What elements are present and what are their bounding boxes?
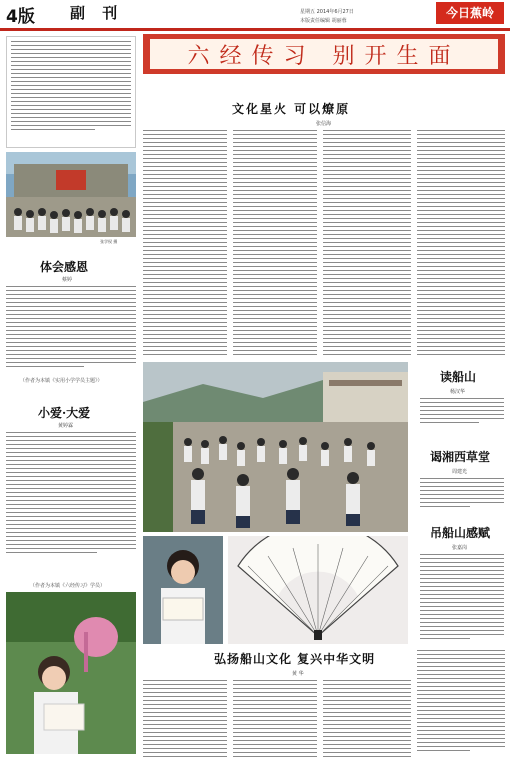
main-article-col-2 [233, 130, 317, 355]
page-number: 4版 [6, 7, 35, 27]
paper-logo: 今日蕉岭 [436, 2, 504, 24]
girl-reading-photo [6, 592, 136, 754]
article-title-gratitude: 体会感恩 [40, 260, 89, 274]
child-reading-photo [143, 536, 223, 644]
article-author-love: 黄婷霖 [58, 423, 74, 429]
article-body-gratitude [6, 286, 136, 367]
section-title: 副 刊 [70, 4, 124, 22]
calligraphy-fan-photo [228, 536, 408, 644]
courtyard-photo [143, 362, 408, 532]
bottom-article-col-1 [143, 680, 227, 757]
feature-banner [143, 34, 505, 74]
article-note-love: （作者为本镇《六经传习》学员） [30, 583, 106, 589]
poem-author-3: 张嘉岗 [452, 545, 468, 551]
poem-title-1: 读船山 [440, 370, 477, 384]
classroom-photo-caption: 张学权 摄 [100, 239, 118, 244]
poem-title-2: 谒湘西草堂 [430, 450, 491, 464]
masthead-rule [0, 28, 510, 31]
article-title-love: 小爱·大爱 [38, 406, 91, 420]
main-article-author: 张信海 [316, 121, 332, 127]
main-article-col-3 [323, 130, 411, 355]
main-article-col-1 [143, 130, 227, 355]
feature-banner-title: 六经传习 别开生面 [150, 39, 498, 69]
bottom-article-col-4 [417, 650, 505, 751]
issue-date: 星期五 2014年6月27日 [300, 9, 354, 15]
bottom-article-author: 黄 华 [292, 671, 304, 677]
poem-author-2: 周建光 [452, 469, 468, 475]
article-body-love [6, 432, 136, 553]
bottom-article-col-3 [323, 680, 411, 757]
lead-text-lines [11, 41, 131, 130]
bottom-article-col-2 [233, 680, 317, 757]
main-article-title: 文化星火 可以燎原 [232, 102, 351, 116]
article-note-gratitude: （作者为本镇《实用小学学员主题》） [20, 378, 103, 384]
lead-text-box [6, 36, 136, 148]
poem-body-3 [420, 554, 504, 639]
poem-body-2 [420, 478, 504, 507]
main-article-col-4 [417, 130, 505, 355]
section-editors: 本版责任编辑 胡丽蓉 [300, 18, 347, 24]
classroom-photo [6, 152, 136, 237]
bottom-article-title: 弘扬船山文化 复兴中华文明 [214, 652, 376, 666]
poem-body-1 [420, 398, 504, 423]
article-author-gratitude: 蔡婷 [62, 277, 73, 283]
poem-author-1: 杨汉华 [450, 389, 466, 395]
poem-title-3: 吊船山感赋 [430, 526, 491, 540]
